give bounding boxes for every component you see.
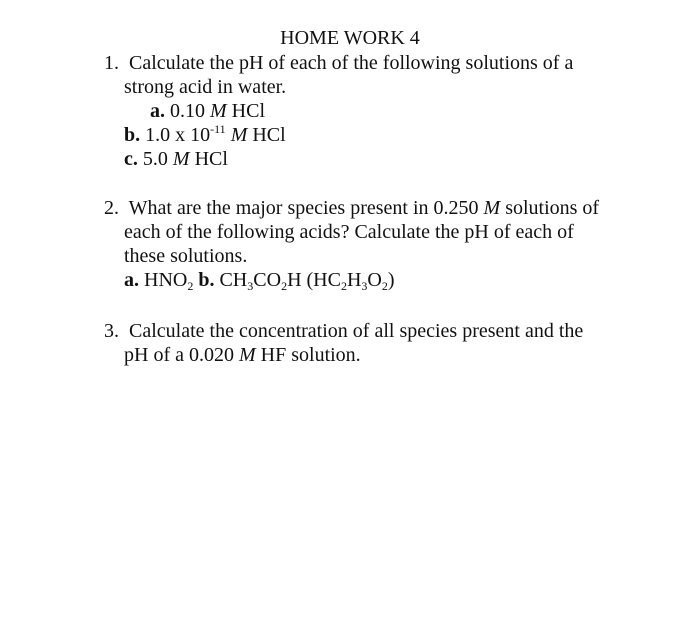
question-2: [104, 196, 624, 292]
page-title: HOME WORK 4: [280, 27, 420, 49]
question-3: [104, 319, 624, 367]
question-2-line-3: these solutions.: [124, 245, 248, 267]
question-2-acids: a. $HNO_2$ b. $CH_3CO_2H$ $(HC_2H_3O_2)$: [124, 269, 395, 293]
question-1-part-a: a. 0.10 M HCl: [150, 100, 266, 122]
question-3-number: 3.: [104, 320, 119, 342]
question-1: [104, 51, 624, 171]
question-2-number: 2.: [104, 197, 119, 219]
question-1-number: 1.: [104, 52, 119, 74]
question-2-line-1: 2. What are the major species present in 0.250 M solutions of: [104, 197, 600, 219]
question-1-part-c: c. 5.0 M HCl: [124, 148, 228, 170]
question-1-line-2: strong acid in water.: [124, 76, 287, 98]
question-2-line-2: each of the following acids? Calculate the pH of each of: [124, 221, 574, 243]
question-3-line-2: pH of a 0.020 M HF solution.: [124, 344, 361, 366]
question-3-line-1: 3. Calculate the concentration of all species present and the: [104, 320, 584, 342]
question-1-part-b: b. 1.0 x $10^{-11}$ M HCl: [124, 122, 286, 146]
question-1-line-1: 1. Calculate the pH of each of the following solutions of a: [104, 52, 574, 74]
